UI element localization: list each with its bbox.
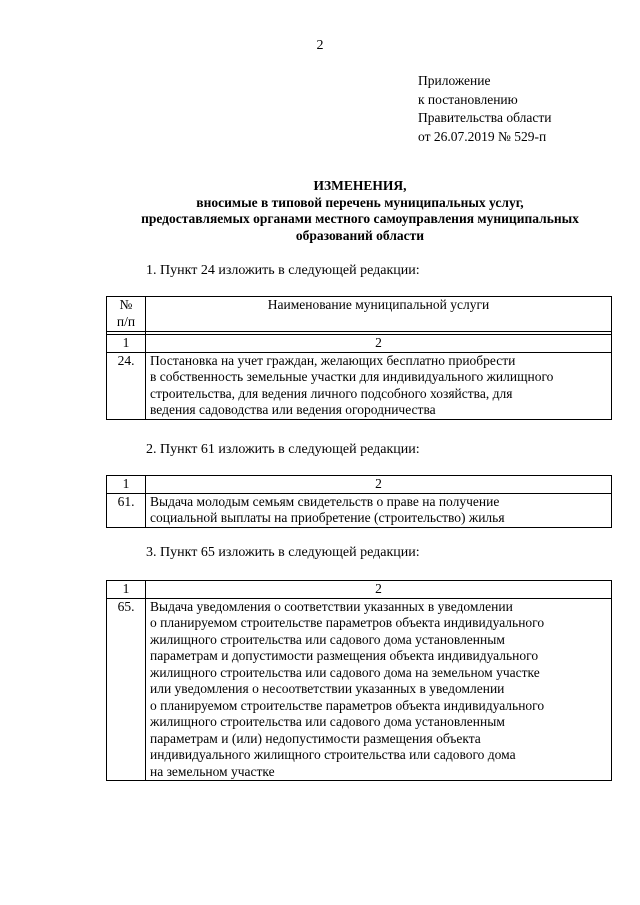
title-line: вносимые в типовой перечень муниципальных услуг,	[196, 194, 524, 210]
item-line: о планируемом строительстве параметров объекта индивидуального	[150, 697, 545, 713]
appendix-line: к постановлению	[418, 91, 518, 107]
item-line: жилищного строительства или садового дома на земельном участке	[150, 664, 540, 680]
appendix-header	[418, 72, 551, 146]
item-line: ведения садоводства или ведения огородничества	[150, 402, 436, 417]
section-1-intro: 1. Пункт 24 изложить в следующей редакции:	[146, 263, 420, 278]
column-index: 2	[146, 476, 612, 494]
section-3-table	[106, 580, 612, 781]
item-line: о планируемом строительстве параметров объекта индивидуального	[150, 615, 545, 630]
item-line: социальной выплаты на приобретение (строительство) жилья	[150, 510, 505, 525]
item-line: жилищного строительства или садового дома установленным	[150, 714, 505, 729]
table-header-row	[107, 297, 612, 332]
column-index: 2	[146, 581, 612, 599]
column-index: 1	[107, 476, 146, 494]
item-text	[146, 493, 612, 527]
item-text	[146, 352, 612, 419]
table-row	[107, 352, 612, 419]
table-column-index-row	[107, 335, 612, 353]
item-line: параметрам и допустимости размещения объекта индивидуального	[150, 648, 539, 663]
appendix-line: Приложение	[418, 73, 491, 88]
section-2-intro: 2. Пункт 61 изложить в следующей редакции:	[146, 442, 420, 457]
item-line: строительства, для ведения личного подсобного хозяйства, для	[150, 385, 513, 401]
item-text	[146, 598, 612, 781]
title-line: образований области	[295, 227, 425, 243]
table-column-index-row	[107, 581, 612, 599]
appendix-line: от 26.07.2019 № 529-п	[418, 128, 547, 144]
header-num-cell	[107, 297, 146, 332]
section-1-table	[106, 296, 612, 420]
column-index: 1	[107, 581, 146, 599]
item-line: индивидуального жилищного строительства или садового дома	[150, 747, 516, 762]
title-line: ИЗМЕНЕНИЯ,	[313, 178, 407, 193]
title-line: предоставляемых органами местного самоуправления муниципальных	[141, 211, 579, 226]
item-line: Выдача уведомления о соответствии указанных в уведомлении	[150, 598, 513, 614]
column-index: 2	[146, 335, 612, 353]
item-line: жилищного строительства или садового дома установленным	[150, 631, 505, 647]
page-number: 2	[316, 38, 324, 53]
item-number: 24.	[107, 352, 146, 419]
appendix-line: Правительства области	[418, 110, 552, 125]
table-row	[107, 598, 612, 781]
item-line: на земельном участке	[150, 763, 275, 779]
item-line: Постановка на учет граждан, желающих бесплатно приобрести	[150, 352, 516, 368]
item-number: 61.	[107, 493, 146, 527]
table-column-index-row	[107, 476, 612, 494]
item-number: 65.	[107, 598, 146, 781]
item-line: параметрам и (или) недопустимости размещения объекта	[150, 730, 481, 746]
section-2-table	[106, 475, 612, 528]
header-name-cell: Наименование муниципальной услуги	[146, 297, 612, 332]
section-3-intro: 3. Пункт 65 изложить в следующей редакции:	[146, 545, 420, 560]
document-title	[100, 178, 620, 244]
column-index: 1	[107, 335, 146, 353]
header-num-line: №	[119, 297, 133, 312]
item-line: или уведомления о несоответствии указанных в уведомлении	[150, 681, 505, 696]
table-row	[107, 493, 612, 527]
header-num-line: п/п	[116, 313, 136, 329]
item-line: в собственность земельные участки для индивидуального жилищного	[150, 369, 554, 384]
item-line: Выдача молодым семьям свидетельств о праве на получение	[150, 493, 500, 509]
